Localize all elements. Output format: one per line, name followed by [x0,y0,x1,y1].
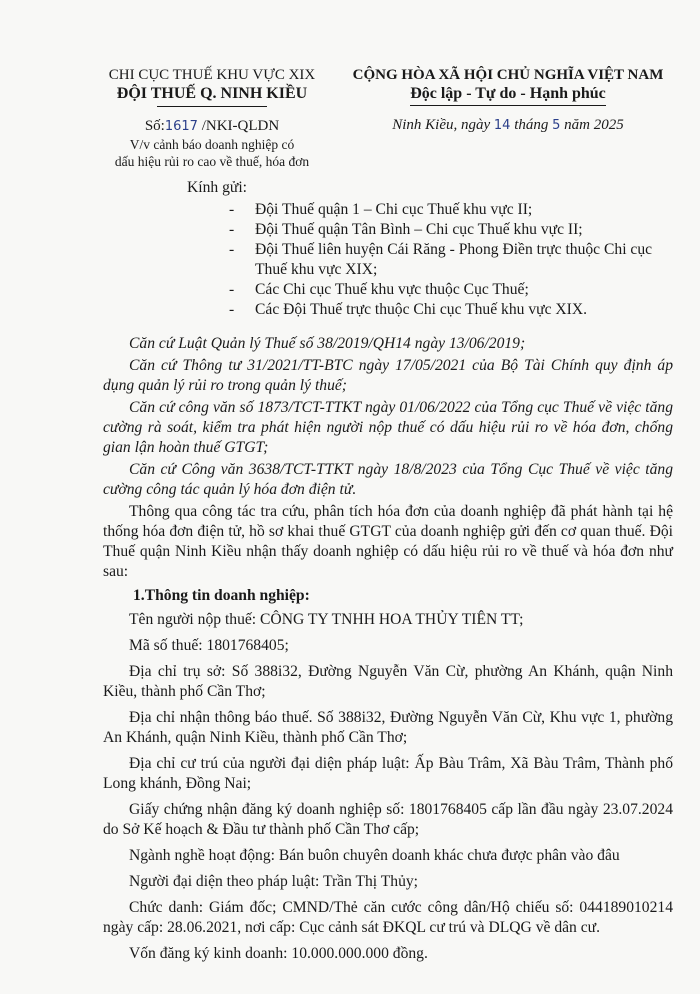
month-label: tháng [514,117,549,134]
recipient-item: - Các Đội Thuế trực thuộc Chi cục Thuế khu vực XIX. [229,300,673,320]
company-field: Địa chỉ trụ sở: Số 388i32, Đường Nguyễn Văn Cừ, phường An Khánh, quận Ninh Kiều, thành phố Cần Thơ; [103,663,673,700]
company-field: Mã số thuế: 1801768405; [129,637,289,654]
greeting: Kính gửi: [187,179,247,196]
document-number [92,117,332,135]
legal-basis: Căn cứ Thông tư 31/2021/TT-BTC ngày 17/05/2021 của Bộ Tài Chính quy định áp dụng quản lý rủi ro trong quản lý thuế; [103,357,673,394]
company-field: Địa chỉ cư trú của người đại diện pháp luật: Ấp Bàu Trâm, Xã Bàu Trâm, Thành phố Long khánh, Đồng Nai; [103,755,673,792]
recipient-item: - Đội Thuế liên huyện Cái Răng - Phong Điền trực thuộc Chi cục Thuế khu vực XIX; [229,240,673,280]
document-subject [92,137,332,171]
legal-basis: Căn cứ Luật Quản lý Thuế số 38/2019/QH14 ngày 13/06/2019; [129,335,526,352]
company-field: Người đại diện theo pháp luật: Trần Thị Thủy; [129,873,418,890]
legal-bases [103,334,673,500]
year-label: năm 2025 [564,117,624,134]
recipient-list [103,200,673,320]
company-field: Tên người nộp thuế: CÔNG TY TNHH HOA THỦY TIÊN TT; [129,611,524,628]
company-field: Chức danh: Giám đốc; CMND/Thẻ căn cước công dân/Hộ chiếu số: 044189010214 ngày cấp: 28.06.2021, nơi cấp: Cục cảnh sát ĐKQL cư trú và DLQG về dân cư. [103,899,673,936]
legal-basis: Căn cứ Công văn 3638/TCT-TTKT ngày 18/8/2023 của Tổng Cục Thuế về việc tăng cường công tác quản lý hóa đơn điện tử. [103,461,673,498]
recipient-item: - Các Chi cục Thuế khu vực thuộc Cục Thuế; [229,280,673,300]
issuer-underline [157,106,267,107]
doc-no-prefix: Số: [144,118,165,135]
company-field: Vốn đăng ký kinh doanh: 10.000.000.000 đồng. [129,945,428,962]
section-1-title: 1.Thông tin doanh nghiệp: [133,587,310,604]
nation-title: CỘNG HÒA XÃ HỘI CHỦ NGHĨA VIỆT NAM [352,67,664,83]
place-prefix: Ninh Kiều, ngày [392,117,491,134]
recipient-item: - Đội Thuế quận 1 – Chi cục Thuế khu vực II; [229,200,673,220]
date-day-handwritten: 14 [493,118,511,134]
issuer-block [92,66,332,171]
recipient-item: - Đội Thuế quận Tân Bình – Chi cục Thuế khu vực II; [229,220,673,240]
subject-line-2: dấu hiệu rủi ro cao về thuế, hóa đơn [114,154,310,170]
company-field: Giấy chứng nhận đăng ký doanh nghiệp số: 1801768405 cấp lần đầu ngày 23.07.2024 do Sở Kế hoạch & Đầu tư thành phố Cần Thơ cấp; [103,801,673,838]
subject-line-1: V/v cảnh báo doanh nghiệp có [129,137,295,153]
legal-basis: Căn cứ công văn số 1873/TCT-TTKT ngày 01/06/2022 của Tổng cục Thuế về việc tăng cường rà soát, kiểm tra phát hiện người nộp thuế có dấu hiệu rủi ro về hóa đơn, chống gian lận hoàn thuế GTGT; [103,399,673,456]
national-motto: Độc lập - Tự do - Hạnh phúc [410,84,606,106]
company-field: Ngành nghề hoạt động: Bán buôn chuyên doanh khác chưa được phân vào đâu [129,847,620,864]
doc-no-handwritten: 1617 [164,119,198,135]
issuing-team: ĐỘI THUẾ Q. NINH KIỀU [116,85,308,102]
doc-no-suffix: /NKI-QLDN [201,118,280,135]
place-date [348,116,668,134]
company-field: Địa chỉ nhận thông báo thuế. Số 388i32, Đường Nguyễn Văn Cừ, Khu vực 1, phường An Khánh, quận Ninh Kiều, thành phố Cần Thơ; [103,709,673,746]
national-header [348,66,668,134]
document-body [103,178,673,970]
date-month-handwritten: 5 [552,118,561,134]
intro-paragraph: Thông qua công tác tra cứu, phân tích hóa đơn của doanh nghiệp đã phát hành tại hệ thống hóa đơn điện tử, hồ sơ khai thuế GTGT của doanh nghiệp gửi đến cơ quan thuế. Đội Thuế quận Ninh Kiều nhận thấy doanh nghiệp có dấu hiệu rủi ro về thuế và hóa đơn như sau: [103,503,673,580]
issuing-agency: CHI CỤC THUẾ KHU VỰC XIX [108,67,316,83]
